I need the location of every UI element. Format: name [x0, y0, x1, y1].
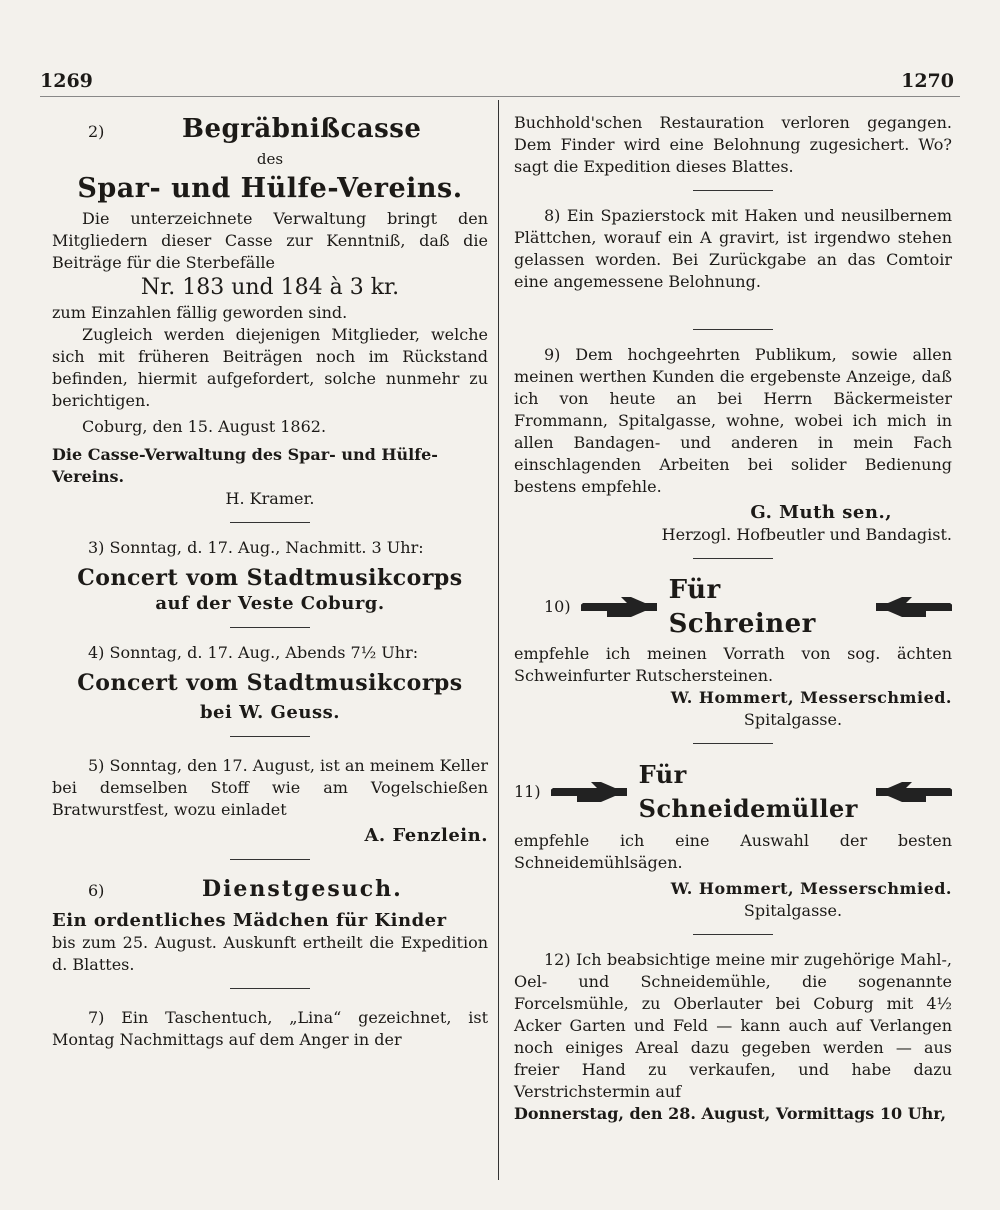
ad-title-2: Spar- und Hülfe-Vereins. [77, 173, 463, 204]
column-separator [498, 100, 499, 1180]
ad-number: 6) [88, 881, 105, 900]
ad-body: 12) Ich beabsichtige meine mir zugehörige Mahl-, Oel- und Schneidemühle, die sogenannte Forcelsmühle, zu Oberlauter bei Coburg mit 4½ Acker Garten und Feld — kann auch auf Verlangen noch einiges Areal dazu gegeben werden — aus freier Hand zu verkaufen, und habe dazu Verstrichstermin auf [514, 950, 952, 1101]
header-rule [40, 96, 960, 97]
ad-number: 2) [88, 122, 105, 141]
ad-body-emphasis: Ein ordentliches Mädchen für Kinder [52, 910, 447, 931]
ad-title: Für Schreiner [668, 575, 816, 639]
ad-line: 4) Sonntag, d. 17. Aug., Abends 7½ Uhr: [88, 643, 419, 662]
ad-3 [52, 537, 488, 615]
ad-7 [52, 1007, 488, 1051]
ad-title: Concert vom Stadtmusikcorps [77, 670, 463, 696]
ad-body: bis zum 25. August. Auskunft ertheilt die Expedition d. Blattes. [52, 933, 488, 974]
ad-heading [514, 758, 952, 826]
pointing-hand-icon [581, 594, 659, 620]
right-column [514, 112, 952, 1129]
ad-10 [514, 573, 952, 731]
ad-body: Die unterzeichnete Verwaltung bringt den Mitgliedern dieser Casse zur Kenntniß, daß die Beiträge für die Sterbefälle [52, 209, 488, 272]
signature: H. Kramer. [225, 489, 315, 508]
page-number-right: 1270 [901, 70, 954, 92]
divider [230, 627, 310, 628]
ad-body: 5) Sonntag, den 17. August, ist an meinem Keller bei demselben Stoff wie am Vogelschießen Bratwurstfest, wozu einladet [52, 756, 488, 819]
divider [693, 934, 773, 935]
ad-title: Für Schneidemüller [638, 760, 858, 823]
divider [230, 988, 310, 989]
ad-numbers: Nr. 183 und 184 à 3 kr. [140, 275, 400, 300]
ad-11 [514, 758, 952, 922]
ad-body: Buchhold'schen Restauration verloren gegangen. Dem Finder wird eine Belohnung zugesichert. Wo? sagt die Expedition dieses Blattes. [514, 113, 952, 176]
divider [693, 190, 773, 191]
ad-2 [52, 112, 488, 510]
ad-9 [514, 344, 952, 546]
divider [693, 743, 773, 744]
ad-body: 7) Ein Taschentuch, „Lina“ gezeichnet, ist Montag Nachmittags auf dem Anger in der [52, 1008, 488, 1049]
signature: W. Hommert, Messerschmied. [670, 879, 952, 898]
signature: G. Muth sen., [750, 502, 892, 523]
page-number-left: 1269 [40, 70, 93, 92]
divider [230, 736, 310, 737]
ad-body: empfehle ich eine Auswahl der besten Schneidemühlsägen. [514, 831, 952, 872]
signature: Die Casse-Verwaltung des Spar- und Hülfe-Vereins. [52, 445, 438, 486]
divider [230, 522, 310, 523]
ad-body: empfehle ich meinen Vorrath von sog. ächten Schweinfurter Rutschersteinen. [514, 644, 952, 685]
divider [693, 329, 773, 330]
dateline: Coburg, den 15. August 1862. [82, 417, 327, 436]
pointing-hand-icon [874, 594, 952, 620]
ad-number: 10) [544, 597, 571, 616]
signature: Herzogl. Hofbeutler und Bandagist. [661, 525, 952, 544]
ad-number: 11) [514, 782, 541, 801]
ad-body: zum Einzahlen fällig geworden sind. [52, 303, 348, 322]
ad-subtitle: bei W. Geuss. [199, 702, 341, 723]
signature: A. Fenzlein. [364, 825, 488, 846]
ad-subtitle: auf der Veste Coburg. [155, 593, 385, 614]
ad-title: Dienstgesuch. [202, 876, 403, 902]
ad-heading [514, 573, 952, 641]
signature: W. Hommert, Messerschmied. [670, 688, 952, 707]
ad-body: 8) Ein Spazierstock mit Haken und neusilbernem Plättchen, worauf ein A gravirt, ist irgendwo stehen gelassen worden. Bei Zurückgabe an das Comtoir eine angemessene Belohnung. [514, 206, 952, 291]
ad-body: 9) Dem hochgeehrten Publikum, sowie allen meinen werthen Kunden die ergebenste Anzeige, daß ich von heute an bei Herrn Bäckermeister Frommann, Spitalgasse, wohne, wobei ich mich in allen Bandagen- und anderen in mein Fach einschlagenden Arbeiten bei solider Bedienung bestens empfehle. [514, 345, 952, 496]
ad-body: Zugleich werden diejenigen Mitglieder, welche sich mit früheren Beiträgen noch im Rückstand befinden, hiermit aufgefordert, solche nunmehr zu berichtigen. [52, 325, 488, 410]
ad-title: Begräbnißcasse [182, 114, 422, 144]
pointing-hand-icon [874, 779, 952, 805]
ad-8 [514, 205, 952, 293]
ad-12 [514, 949, 952, 1125]
ad-title: Concert vom Stadtmusikcorps [77, 565, 463, 591]
ad-line: 3) Sonntag, d. 17. Aug., Nachmitt. 3 Uhr: [88, 538, 424, 557]
left-column [52, 112, 488, 1055]
signature: Spitalgasse. [743, 710, 843, 729]
divider [693, 558, 773, 559]
ad-6 [52, 874, 488, 976]
ad-subtitle: des [256, 150, 284, 168]
ad-date: Donnerstag, den 28. August, Vormittags 10 Uhr, [514, 1104, 947, 1123]
ad-5 [52, 755, 488, 847]
ad-7-continued [514, 112, 952, 178]
divider [230, 859, 310, 860]
signature: Spitalgasse. [743, 901, 843, 920]
pointing-hand-icon [551, 779, 629, 805]
ad-4 [52, 642, 488, 724]
